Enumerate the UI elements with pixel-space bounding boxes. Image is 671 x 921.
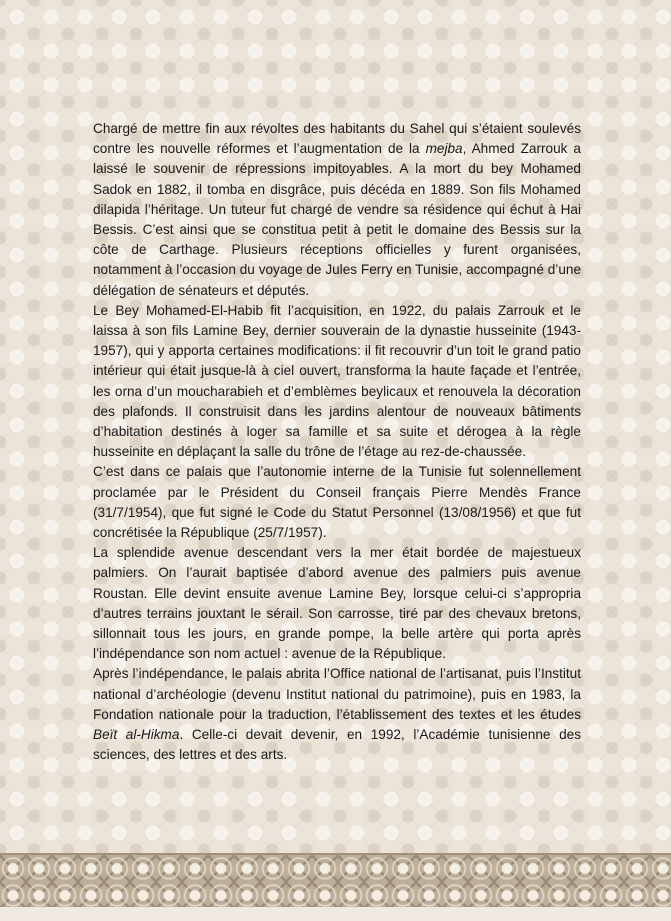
text-segment: , Ahmed Zarrouk a laissé le souvenir de répressions impitoyables. A la mort du bey Mohamed Sadok en 1882, il tomba en disgrâce, puis décéda en 1889. Son fils Mohamed dilapida l’héritage. Un tuteur fut chargé de vendre sa résidence qui échut à Hai Bessis. C’est ainsi que se constitua petit à petit le domaine des Bessis sur la côte de Carthage. Plusieurs réceptions officielles y furent organisées, notamment à l’occasion du voyage de Jules Ferry en Tunisie, accompagné d’une délégation de sénateurs et députés.: [93, 141, 581, 298]
paragraph-independance: [93, 664, 581, 765]
italic-term-beit-al-hikma: Beït al-Hikma: [93, 727, 180, 743]
paragraph-zarrouk: [93, 119, 581, 301]
text-segment: Le Bey Mohamed-El-Habib fit l’acquisition, en 1922, du palais Zarrouk et le laissa à son fils Lamine Bey, dernier souverain de la dynastie husseinite (1943-1957), qui y apporta certaines modifications: il fit recouvrir d’un toit le grand patio intérieur qui était jusque-là à ciel ouvert, transforma la haute façade et l’entrée, les orna d’un moucharabieh et d’emblèmes beylicaux et renouvela la décoration des plafonds. Il construisit dans les jardins alentour de nouveaux bâtiments d’habitation destinés à loger sa famille et sa suite et dérogea à la règle husseinite en déplaçant la salle du trône de l’étage au rez-de-chaussée.: [93, 302, 581, 460]
paragraph-mohamed-el-habib: [93, 301, 581, 463]
italic-term-mejba: mejba: [425, 141, 463, 157]
text-segment: . Celle-ci devait devenir, en 1992, l’Académie tunisienne des sciences, des lettres et des arts.: [93, 727, 581, 763]
text-segment: La splendide avenue descendant vers la mer était bordée de majestueux palmiers. On l’aurait baptisée d’abord avenue des palmiers puis avenue Roustan. Elle devint ensuite avenue Lamine Bey, lorsque celui-ci s’appropria d’autres terrains jouxtant le sérail. Son carrosse, tiré par des chevaux bretons, sillonnait tous les jours, en grande pompe, la belle artère qui porta après l’indépendance son nom actuel : avenue de la République.: [93, 545, 581, 662]
decorative-arabesque-border: [0, 853, 671, 911]
text-segment: Après l’indépendance, le palais abrita l’Office national de l’artisanat, puis l’Institut national d’archéologie (devenu Institut national du patrimoine), puis en 1983, la Fondation nationale pour la traduction, l’établissement des textes et les études: [93, 666, 581, 722]
paragraph-autonomie: [93, 462, 581, 543]
text-segment: Chargé de mettre fin aux révoltes des habitants du Sahel qui s’étaient soulevés contre les nouvelle réformes et l’augmentation de la: [93, 121, 581, 157]
bottom-margin-strip: [0, 907, 671, 921]
text-segment: C’est dans ce palais que l’autonomie interne de la Tunisie fut solennellement proclamée par le Président du Conseil français Pierre Mendès France (31/7/1954), que fut signé le Code du Statut Personnel (13/08/1956) et que fut concrétisée la République (25/7/1957).: [93, 464, 581, 541]
body-text: [93, 119, 581, 766]
paragraph-avenue: [93, 543, 581, 664]
